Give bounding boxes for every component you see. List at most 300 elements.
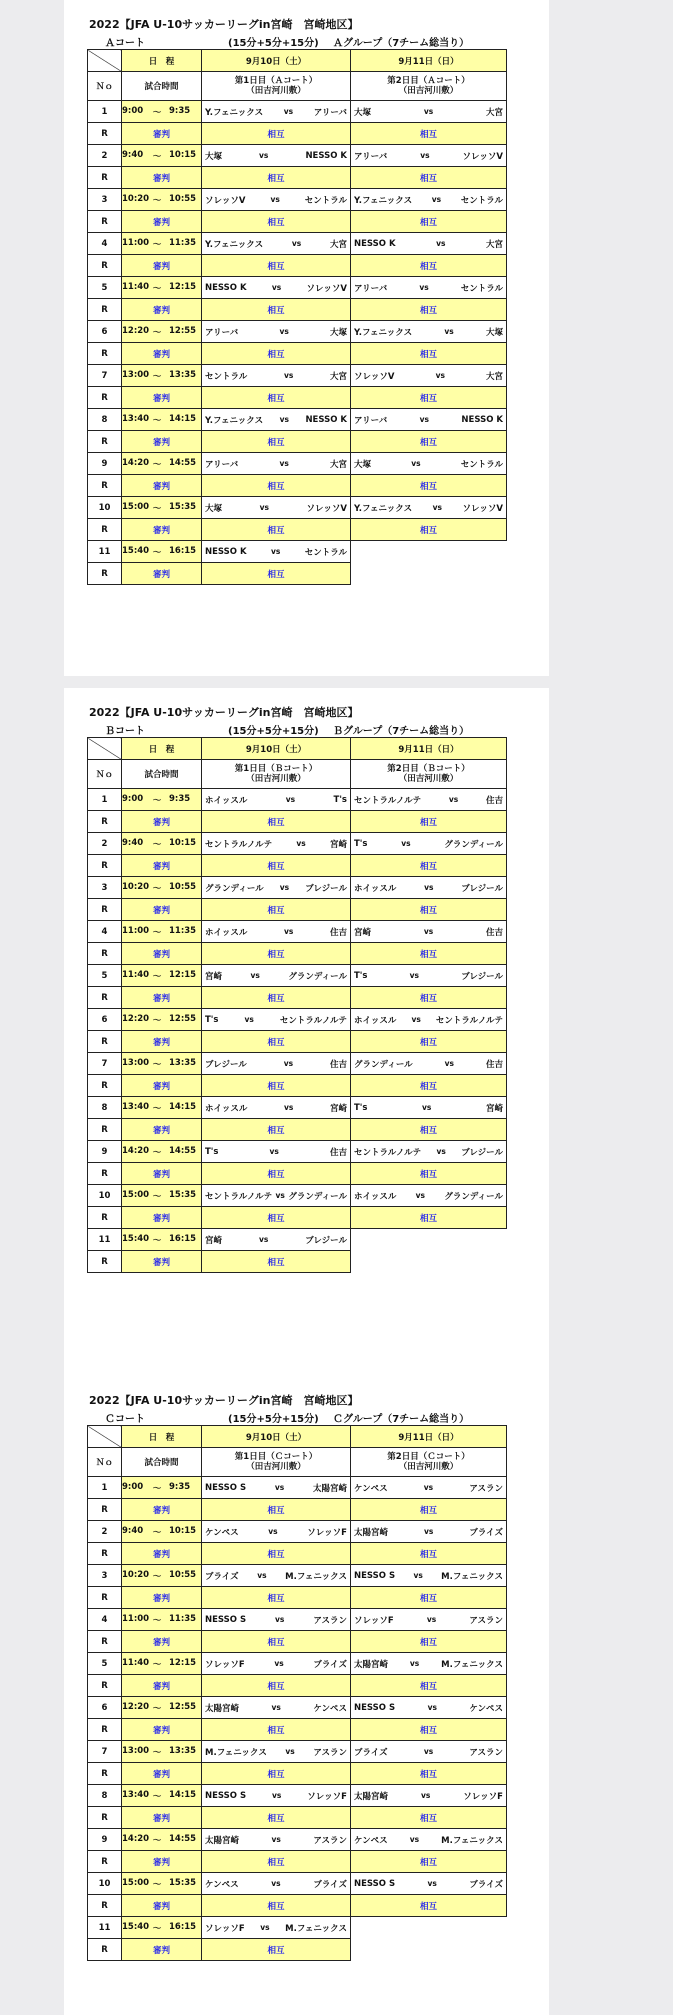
vs-label: vs	[413, 1571, 423, 1580]
venue-label: （田吉河川敷）	[246, 1462, 306, 1472]
col-day-header: 日 程	[122, 738, 202, 760]
day1-match	[202, 1609, 351, 1631]
day2-match	[351, 1009, 507, 1031]
time-start: 15:40	[122, 545, 150, 556]
referee-row	[88, 1851, 507, 1873]
away-team: グランディール	[444, 1191, 503, 1202]
match-number: 5	[88, 1653, 122, 1675]
day2-match	[351, 1609, 507, 1631]
corner-cell	[88, 50, 122, 72]
day2-referee	[351, 299, 507, 321]
match-number: 7	[88, 1741, 122, 1763]
time-start: 9:00	[122, 793, 144, 804]
day1-referee	[202, 475, 351, 497]
away-team: 宮崎	[329, 839, 347, 850]
col-time-header: 試合時間	[122, 1448, 202, 1477]
day1-match	[202, 1785, 351, 1807]
vs-label: vs	[271, 1879, 281, 1888]
time-end: 15:35	[169, 501, 197, 512]
referee-assignment: 相互	[419, 1125, 437, 1136]
referee-text: 審判	[152, 817, 170, 828]
referee-label	[122, 1675, 202, 1697]
referee-label	[122, 855, 202, 877]
referee-row-label: R	[88, 211, 122, 233]
referee-row	[88, 1675, 507, 1697]
away-team: 住吉	[329, 1059, 347, 1070]
day1-match	[202, 1829, 351, 1851]
match-number: 1	[88, 1477, 122, 1499]
match-row	[88, 877, 507, 899]
vs-label: vs	[423, 1483, 434, 1492]
match-time	[122, 1697, 202, 1719]
home-team: 宮崎	[354, 927, 372, 938]
referee-row-label: R	[88, 1031, 122, 1053]
home-team: T's	[354, 970, 368, 981]
day2-match	[351, 453, 507, 475]
empty-cell	[351, 541, 507, 563]
referee-assignment: 相互	[419, 1037, 437, 1048]
vs-label: vs	[431, 195, 442, 204]
match-number: 9	[88, 453, 122, 475]
day2-match	[351, 1477, 507, 1499]
match-time	[122, 1053, 202, 1075]
referee-assignment: 相互	[267, 1169, 285, 1180]
away-team: M.フェニックス	[285, 1923, 347, 1934]
referee-row	[88, 1207, 507, 1229]
home-team: NESSO S	[354, 1570, 396, 1581]
time-end: 11:35	[169, 925, 197, 936]
vs-label: vs	[279, 327, 289, 336]
time-tilde: 〜	[152, 1835, 162, 1846]
vs-label: vs	[420, 151, 430, 160]
vs-label: vs	[283, 1103, 294, 1112]
vs-label: vs	[415, 1191, 426, 1200]
day1-date: 9月10日（土）	[202, 738, 351, 760]
day2-match	[351, 1141, 507, 1163]
away-team: 大宮	[485, 239, 503, 250]
home-team: ブライズ	[205, 1571, 239, 1582]
time-end: 14:15	[169, 413, 197, 424]
day2-match	[351, 1829, 507, 1851]
home-team: アリーバ	[354, 415, 388, 426]
venue-label: （田吉河川敷）	[246, 774, 306, 784]
time-end: 12:15	[169, 281, 197, 292]
referee-text: 審判	[152, 949, 170, 960]
match-time	[122, 877, 202, 899]
time-tilde: 〜	[152, 1483, 162, 1494]
match-row	[88, 233, 507, 255]
time-start: 11:40	[122, 969, 150, 980]
day2-referee	[351, 1499, 507, 1521]
time-end: 14:15	[169, 1101, 197, 1112]
referee-row	[88, 1163, 507, 1185]
home-team: T's	[354, 838, 368, 849]
match-row	[88, 189, 507, 211]
time-start: 15:00	[122, 1877, 150, 1888]
day2-subtitle: 第2日目（Ｃコート）	[387, 1452, 470, 1462]
time-end: 12:55	[169, 1701, 197, 1712]
day1-match	[202, 453, 351, 475]
home-team: アリーバ	[354, 151, 388, 162]
referee-row-label: R	[88, 811, 122, 833]
referee-assignment: 相互	[419, 349, 437, 360]
match-time	[122, 189, 202, 211]
day2-referee	[351, 987, 507, 1009]
day1-match	[202, 965, 351, 987]
time-tilde: 〜	[152, 839, 162, 850]
vs-label: vs	[260, 1923, 270, 1932]
referee-assignment: 相互	[419, 1593, 437, 1604]
match-format: (15分+5分+15分)	[228, 38, 319, 49]
day2-match	[351, 321, 507, 343]
vs-label: vs	[279, 883, 290, 892]
referee-assignment: 相互	[267, 1257, 285, 1268]
referee-assignment: 相互	[267, 525, 285, 536]
referee-text: 審判	[152, 1125, 170, 1136]
match-number: 2	[88, 833, 122, 855]
away-team: NESSO K	[305, 414, 347, 425]
away-team: 大宮	[329, 371, 347, 382]
referee-text: 審判	[152, 1037, 170, 1048]
referee-text: 審判	[152, 305, 170, 316]
referee-assignment: 相互	[267, 1725, 285, 1736]
away-team: 住吉	[485, 795, 503, 806]
referee-row-label: R	[88, 475, 122, 497]
referee-row	[88, 1939, 507, 1961]
referee-assignment: 相互	[419, 817, 437, 828]
home-team: NESSO S	[205, 1482, 247, 1493]
referee-assignment: 相互	[267, 1813, 285, 1824]
match-number: 8	[88, 409, 122, 431]
referee-label	[122, 1075, 202, 1097]
day2-match	[351, 145, 507, 167]
referee-label	[122, 1543, 202, 1565]
day2-referee	[351, 1075, 507, 1097]
time-tilde: 〜	[152, 415, 162, 426]
referee-row	[88, 1251, 507, 1273]
match-number: 4	[88, 921, 122, 943]
day2-match	[351, 1653, 507, 1675]
day2-match	[351, 1097, 507, 1119]
time-tilde: 〜	[152, 1659, 162, 1670]
referee-label	[122, 343, 202, 365]
referee-assignment: 相互	[267, 437, 285, 448]
day1-referee	[202, 1543, 351, 1565]
referee-assignment: 相互	[419, 393, 437, 404]
referee-text: 審判	[152, 993, 170, 1004]
match-time	[122, 277, 202, 299]
day2-date: 9月11日（日）	[351, 1426, 507, 1448]
referee-assignment: 相互	[419, 1725, 437, 1736]
match-row	[88, 1141, 507, 1163]
day1-match	[202, 833, 351, 855]
match-row	[88, 365, 507, 387]
referee-label	[122, 899, 202, 921]
referee-row	[88, 1719, 507, 1741]
day1-referee	[202, 1031, 351, 1053]
referee-assignment: 相互	[419, 173, 437, 184]
referee-text: 審判	[152, 1725, 170, 1736]
referee-label	[122, 1851, 202, 1873]
day1-referee	[202, 1251, 351, 1273]
away-team: 宮崎	[329, 1103, 347, 1114]
time-end: 13:35	[169, 1057, 197, 1068]
vs-label: vs	[285, 795, 296, 804]
away-team: 宮崎	[485, 1103, 503, 1114]
away-team: 住吉	[485, 927, 503, 938]
home-team: ケンペス	[354, 1483, 388, 1494]
referee-assignment: 相互	[267, 1125, 285, 1136]
home-team: Y.フェニックス	[205, 107, 264, 118]
day1-match	[202, 189, 351, 211]
match-row	[88, 1653, 507, 1675]
day1-referee	[202, 1075, 351, 1097]
match-row	[88, 321, 507, 343]
day2-referee	[351, 1119, 507, 1141]
match-number: 9	[88, 1829, 122, 1851]
referee-assignment: 相互	[419, 1081, 437, 1092]
day2-referee	[351, 1763, 507, 1785]
time-tilde: 〜	[152, 547, 162, 558]
time-tilde: 〜	[152, 503, 162, 514]
time-start: 11:40	[122, 1657, 150, 1668]
referee-assignment: 相互	[267, 1945, 285, 1956]
vs-label: vs	[426, 1615, 437, 1624]
home-team: NESSO S	[354, 1878, 396, 1889]
header-row	[88, 72, 507, 101]
vs-label: vs	[436, 239, 446, 248]
sheet-title: 2022【JFA U-10サッカーリーグin宮崎 宮崎地区】	[89, 1394, 359, 1407]
day2-match	[351, 833, 507, 855]
day1-match	[202, 1009, 351, 1031]
schedule-table	[87, 737, 507, 1273]
time-tilde: 〜	[152, 1527, 162, 1538]
referee-row	[88, 1895, 507, 1917]
home-team: ソレッソF	[205, 1659, 245, 1670]
match-row	[88, 1229, 507, 1251]
referee-assignment: 相互	[267, 993, 285, 1004]
match-row	[88, 277, 507, 299]
referee-row	[88, 167, 507, 189]
vs-label: vs	[283, 927, 294, 936]
away-team: 住吉	[329, 927, 347, 938]
referee-row	[88, 987, 507, 1009]
day1-referee	[202, 987, 351, 1009]
referee-row	[88, 899, 507, 921]
day2-match	[351, 877, 507, 899]
match-row	[88, 1565, 507, 1587]
day1-referee	[202, 1499, 351, 1521]
away-team: 大宮	[485, 107, 503, 118]
referee-assignment: 相互	[419, 1813, 437, 1824]
day1-match	[202, 233, 351, 255]
schedule-table	[87, 1425, 507, 1961]
match-time	[122, 1229, 202, 1251]
match-number: 6	[88, 1009, 122, 1031]
vs-label: vs	[401, 839, 411, 848]
time-tilde: 〜	[152, 151, 162, 162]
day1-match	[202, 1185, 351, 1207]
away-team: M.フェニックス	[441, 1835, 503, 1846]
referee-text: 審判	[152, 481, 170, 492]
referee-assignment: 相互	[267, 817, 285, 828]
away-team: 大宮	[485, 371, 503, 382]
day1-match	[202, 921, 351, 943]
referee-assignment: 相互	[419, 525, 437, 536]
match-time	[122, 1477, 202, 1499]
referee-row-label: R	[88, 1075, 122, 1097]
time-end: 15:35	[169, 1877, 197, 1888]
day1-referee	[202, 343, 351, 365]
match-number: 6	[88, 1697, 122, 1719]
referee-row-label: R	[88, 1763, 122, 1785]
referee-text: 審判	[152, 217, 170, 228]
away-team: グランディール	[288, 1191, 347, 1202]
referee-row	[88, 519, 507, 541]
referee-row-label: R	[88, 1499, 122, 1521]
home-team: ブレジール	[205, 1059, 247, 1070]
day1-referee	[202, 563, 351, 585]
court-label: Ｃコート	[105, 1414, 145, 1425]
home-team: 大塚	[354, 107, 372, 118]
header-row	[88, 738, 507, 760]
referee-row-label: R	[88, 387, 122, 409]
day1-date: 9月10日（土）	[202, 50, 351, 72]
vs-label: vs	[275, 1191, 285, 1200]
day1-referee	[202, 431, 351, 453]
referee-text: 審判	[152, 129, 170, 140]
referee-row	[88, 1543, 507, 1565]
home-team: 宮崎	[205, 971, 223, 982]
away-team: セントラル	[460, 195, 503, 206]
day2-subtitle: 第2日目（Ｂコート）	[387, 764, 470, 774]
referee-text: 審判	[152, 861, 170, 872]
day1-referee	[202, 255, 351, 277]
match-row	[88, 1053, 507, 1075]
home-team: T's	[205, 1146, 219, 1157]
referee-label	[122, 1587, 202, 1609]
day2-match	[351, 789, 507, 811]
referee-assignment: 相互	[419, 481, 437, 492]
match-row	[88, 1097, 507, 1119]
away-team: ソレッソV	[462, 151, 503, 162]
referee-label	[122, 1207, 202, 1229]
day2-match	[351, 1741, 507, 1763]
day1-match	[202, 1565, 351, 1587]
match-time	[122, 1741, 202, 1763]
away-team: ケンペス	[313, 1703, 347, 1714]
vs-label: vs	[409, 971, 420, 980]
time-end: 16:15	[169, 1233, 197, 1244]
referee-text: 審判	[152, 173, 170, 184]
match-row	[88, 921, 507, 943]
referee-row-label: R	[88, 1119, 122, 1141]
referee-label	[122, 123, 202, 145]
corner-cell	[88, 1426, 122, 1448]
referee-assignment: 相互	[267, 129, 285, 140]
referee-row	[88, 1587, 507, 1609]
match-row	[88, 1697, 507, 1719]
match-row	[88, 965, 507, 987]
day2-referee	[351, 1895, 507, 1917]
day2-court-header	[351, 72, 507, 101]
away-team: M.フェニックス	[441, 1571, 503, 1582]
schedule-sheet	[64, 688, 549, 1376]
referee-label	[122, 299, 202, 321]
match-number: 7	[88, 1053, 122, 1075]
referee-label	[122, 1763, 202, 1785]
match-number: 2	[88, 145, 122, 167]
day1-match	[202, 497, 351, 519]
referee-assignment: 相互	[419, 993, 437, 1004]
time-start: 10:20	[122, 881, 150, 892]
match-time	[122, 1097, 202, 1119]
vs-label: vs	[272, 1791, 282, 1800]
time-end: 13:35	[169, 1745, 197, 1756]
referee-assignment: 相互	[267, 481, 285, 492]
match-time	[122, 453, 202, 475]
vs-label: vs	[423, 107, 434, 116]
match-row	[88, 1741, 507, 1763]
match-number: 10	[88, 1185, 122, 1207]
day2-referee	[351, 1807, 507, 1829]
match-number: 6	[88, 321, 122, 343]
referee-row-label: R	[88, 563, 122, 585]
referee-row	[88, 563, 507, 585]
vs-label: vs	[419, 283, 429, 292]
day1-match	[202, 277, 351, 299]
day1-referee	[202, 1631, 351, 1653]
referee-assignment: 相互	[267, 905, 285, 916]
referee-assignment: 相互	[267, 349, 285, 360]
time-end: 12:15	[169, 1657, 197, 1668]
vs-label: vs	[420, 1791, 431, 1800]
day1-match	[202, 1741, 351, 1763]
referee-text: 審判	[152, 1505, 170, 1516]
home-team: NESSO K	[205, 282, 247, 293]
home-team: 太陽宮崎	[354, 1791, 389, 1802]
match-number: 4	[88, 233, 122, 255]
match-number: 1	[88, 789, 122, 811]
day1-match	[202, 409, 351, 431]
referee-text: 審判	[152, 525, 170, 536]
home-team: ホイッスル	[354, 1015, 397, 1026]
match-time	[122, 233, 202, 255]
referee-text: 審判	[152, 1213, 170, 1224]
time-start: 13:00	[122, 1745, 150, 1756]
vs-label: vs	[427, 1879, 437, 1888]
away-team: アスラン	[313, 1835, 347, 1846]
away-team: アスラン	[313, 1747, 347, 1758]
home-team: Y.フェニックス	[354, 327, 413, 338]
referee-text: 審判	[152, 569, 170, 580]
day2-referee	[351, 1631, 507, 1653]
match-time	[122, 365, 202, 387]
referee-label	[122, 1251, 202, 1273]
referee-label	[122, 563, 202, 585]
vs-label: vs	[270, 195, 280, 204]
match-number: 5	[88, 965, 122, 987]
day1-match	[202, 1873, 351, 1895]
vs-label: vs	[423, 927, 434, 936]
away-team: セントラル	[460, 283, 503, 294]
referee-text: 審判	[152, 261, 170, 272]
match-row	[88, 541, 507, 563]
vs-label: vs	[435, 371, 445, 380]
day2-match	[351, 277, 507, 299]
day2-match	[351, 497, 507, 519]
day1-referee	[202, 1807, 351, 1829]
